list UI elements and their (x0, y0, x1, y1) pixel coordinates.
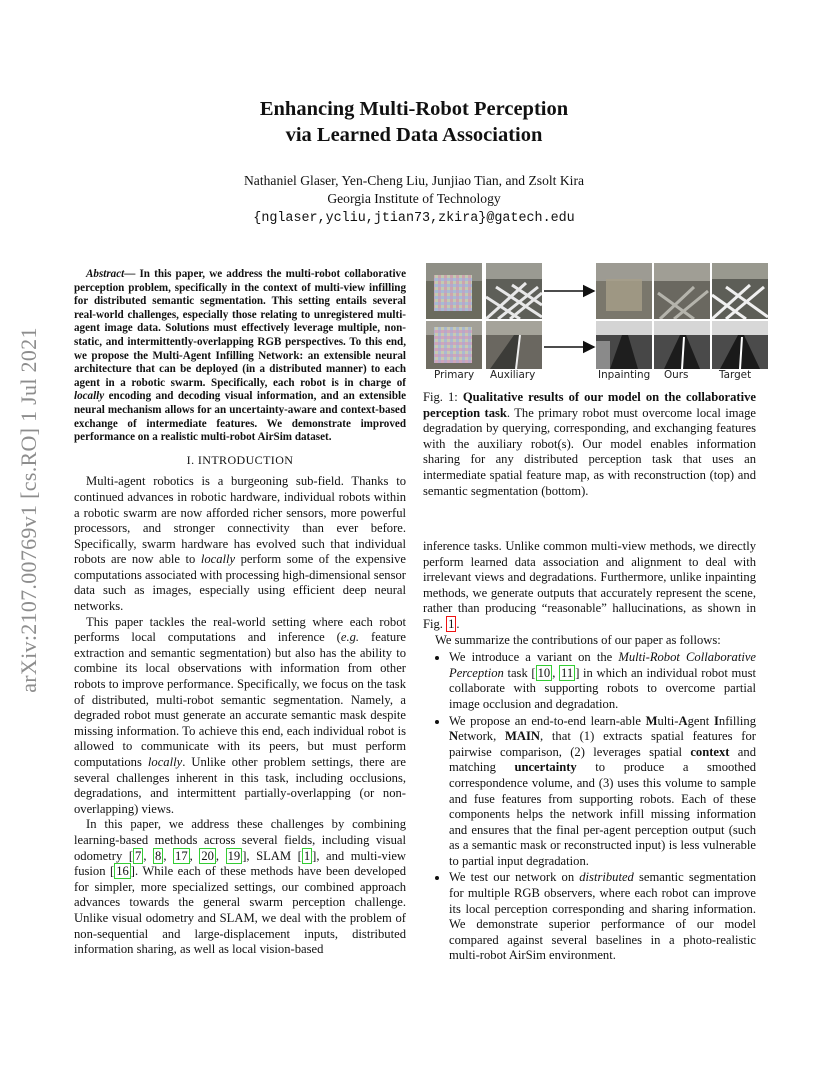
citation-link[interactable]: 19 (227, 848, 241, 863)
intro-p2-text-c: . Unlike other problem settings, there are several challenges inherent in this task, including occlusions, degradations, and intermittent partially-overlapping (or non-overlapping) views. (74, 755, 406, 816)
intro-p3-text-b: , SLAM (246, 848, 298, 863)
b3-em: distributed (579, 870, 634, 885)
citation-link[interactable]: 10 (537, 665, 551, 680)
citation-link[interactable]: 11 (561, 665, 574, 680)
b3-text-b: semantic segmentation for multiple RGB observers, where each robot can improve its local perception corresponding and sharing information. We demonstrate superior performance of our model compared against several baselines in a photo-realistic multi-robot AirSim environment. (449, 870, 756, 963)
figure-caption (423, 390, 756, 499)
b1-text-a: We introduce a variant on the (449, 650, 619, 665)
abstract-text-1: In this paper, we address the multi-robot collaborative perception problem, specifically in the context of multi-view infilling for distributed semantic segmentation. This setting entails several real-world challenges, especially those relating to unregistered multi-agent image data. Solutions must effectively leverage multiple, non-static, and intermittently-overlapping RGB perspectives. To this end, we propose the Multi-Agent Infilling Network: an extensible neural architecture that can be deployed (in a distributed manner) to each agent in a robotic swarm. Specifically, each robot is in charge of (74, 268, 406, 389)
intro-p2-text-b: feature extraction and semantic segmentation) but also has the ability to combine its local observations with information from other robots to improve performance. Specifically, we focus on the task of distributed, multi-robot semantic segmentation. Namely, a degraded robot must generate an accurate semantic mask despite missing information. To achieve this end, each individual robot is allowed to communicate with its peers, but must perform computations (74, 630, 406, 769)
figure-arrows (542, 271, 598, 361)
caption-prefix: Fig. 1: (423, 390, 463, 404)
citation-link[interactable]: 16 (116, 864, 129, 879)
list-item (449, 714, 756, 870)
b2-bold-a: A (678, 713, 688, 728)
b2-text-d: nfilling (718, 713, 756, 728)
b2-bold-n: N (449, 729, 459, 744)
b2-text-c: gent (687, 713, 714, 728)
b2-text-g: and matching (449, 744, 756, 775)
contributions-intro: We summarize the contributions of our paper as follows: (435, 632, 721, 647)
figure-image-auxiliary (486, 263, 542, 319)
caption-text: . The primary robot must overcome local image degradation by querying, corresponding, and exchanging features with the auxiliary robot(s). Our model enables information sharing for any distributed perception task that uses an intermediate spatial feature map, as with reconstruction (top) and semantic segmentation (bottom). (423, 405, 756, 498)
abstract-label: Abstract (86, 268, 125, 280)
figure-label-ours: Ours (664, 369, 689, 381)
figure-1 (424, 261, 776, 385)
intro-p3-text-c: , and multi-view fusion (74, 848, 407, 879)
b1-em: Multi-Robot Collaborative Perception (449, 650, 756, 680)
abstract (74, 268, 406, 445)
author-names: Nathaniel Glaser, Yen-Cheng Liu, Junjiao Tian, and Zsolt Kira (243, 173, 584, 188)
title-line-2: via Learned Data Association (285, 124, 543, 146)
intro-paragraph-3: In this paper, we address these challenges by combining learning-based methods across several fields, including visual odometry [ 7 , 8 , 17 , 20 , 19 ], SLAM [ 1 ], and multi-view fusion [ 16 ]. While each of these methods have been developed for simpler, more specialized settings, our combined approach advances towards the general swarm perception challenge. Unlike visual odometry and SLAM, we deal with the problem of non-sequential and large-displacement inputs, distributed information sharing, as well as local vision-based (74, 817, 407, 957)
paper-title (0, 96, 828, 148)
right-p1-text-a: inference tasks. Unlike common multi-view methods, we directly perform learned data association and alignment to deal with irrelevant views and degradations. Furthermore, unlike inpainting methods, we generate outputs that accurately represent the scene, rather than producing “reasonable” hallucinations, as shown in Fig. (423, 539, 756, 631)
citation-link[interactable]: 1 (303, 848, 311, 863)
affiliation: Georgia Institute of Technology (327, 191, 501, 206)
abstract-italic: locally (74, 390, 105, 403)
author-block (0, 172, 828, 228)
figure-label-auxiliary: Auxiliary (490, 369, 536, 381)
intro-p3-text-d: . While each of these methods have been developed for simpler, more specialized settings, our combined approach advances towards the general swarm perception challenge. Unlike visual odometry and SLAM, we deal with the problem of non-sequential and large-displacement inputs, distributed information sharing, as well as local vision-based (74, 864, 406, 957)
figure-image-ours (654, 263, 710, 319)
figure-image-auxiliary-seg (486, 321, 542, 369)
intro-paragraph-1 (74, 474, 406, 614)
list-item (449, 870, 756, 964)
intro-p1-text-a: Multi-agent robotics is a burgeoning sub-field. Thanks to continued advances in robotic hardware, individual robots within a robotic swarm are now afforded richer sensors, more powerful processors, and stronger connectivity than ever before. Specifically, swarm hardware has evolved such that individual robots are now able to (74, 474, 406, 567)
intro-p2-em-2: locally (147, 755, 183, 769)
right-paragraph-1 (423, 539, 756, 633)
figure-label-inpainting: Inpainting (598, 369, 651, 381)
figure-image-primary-degraded (426, 263, 482, 319)
b2-text-a: We propose an end-to-end learn-able (449, 713, 646, 728)
figure-image-inpainting-seg (596, 321, 652, 369)
right-column (423, 539, 756, 965)
citation-link[interactable]: 17 (175, 848, 188, 863)
left-column (74, 268, 406, 958)
contributions-list (423, 650, 756, 964)
intro-paragraph-2 (74, 615, 406, 818)
figure-label-primary: Primary (434, 369, 475, 381)
citation-link[interactable]: 20 (201, 848, 214, 863)
b2-bold-m: M (645, 713, 658, 728)
b2-bold-context: context (690, 744, 730, 759)
list-item: • We introduce a variant on the Multi-Robot Collaborative Perception task [ 10 , 11 ] in which an individual robot must collaborate with supporting robots to overcome partial image occlusion and degradation. (449, 650, 756, 712)
figure-ref-link[interactable]: 1 (448, 616, 455, 631)
figure-image-ours-seg (654, 321, 710, 369)
section-heading: I. INTRODUCTION (186, 452, 294, 467)
b2-bold-i: I (714, 713, 719, 728)
citation-link[interactable]: 7 (135, 848, 142, 863)
abstract-dash: — (124, 268, 140, 280)
abstract-text-2: encoding and decoding visual information, and an extensible neural mechanism allows for an uncertainty-aware and context-based exchange of intermediate features. We demonstrate improved performance on a realistic multi-robot AirSim dataset. (74, 390, 406, 444)
figure-image-inpainting (596, 263, 652, 319)
b1-text-b: task (503, 665, 532, 680)
b1-text-c: in which an individual robot must collaborate with supporting robots to overcome partial image occlusion and degradation. (449, 665, 757, 711)
b3-text-a: We test our network on (449, 870, 580, 885)
intro-p1-em: locally (200, 552, 236, 567)
citation-link[interactable]: 8 (155, 848, 162, 863)
figure-label-target: Target (719, 369, 752, 381)
intro-p3-text-a: In this paper, we address these challenges by combining learning-based methods across several fields, including visual odometry (74, 817, 406, 863)
intro-p2-em-1: e.g. (340, 630, 360, 645)
email: {nglaser,ycliu,jtian73,zkira}@gatech.edu (253, 211, 575, 226)
caption-bold: Qualitative results of our model on the collaborative perception task (423, 390, 756, 420)
intro-p2-text-a: This paper tackles the real-world setting where each robot performs local computations and inference ( (74, 614, 406, 645)
arxiv-sidebar (14, 300, 44, 720)
right-p1-text-b: . (456, 616, 460, 631)
arxiv-id: arXiv:2107.00769v1 [cs.RO] 1 Jul 2021 (16, 327, 41, 693)
intro-p1-text-b: perform some of the expensive computations associated with processing high-dimensional sensor data such as images, especially using efficient deep neural networks. (74, 552, 406, 614)
b2-text-h: to produce a smoothed correspondence volume, and (3) uses this volume to sample and fuse features from supporting robots. Each of these components helps the network infill missing information and ensures that the final per-agent perception output (such as a semantic mask or reconstructed input) is less vulnerable to partial input degradation. (449, 760, 756, 868)
b2-bold-uncertainty: uncertainty (514, 760, 577, 775)
b2-text-f: , that (1) extracts spatial features for pairwise comparison, (2) leverages spatial (449, 729, 756, 759)
b2-text-b: ulti- (657, 713, 679, 728)
b2-bold-main: MAIN (505, 729, 540, 744)
title-line-1: Enhancing Multi-Robot Perception (259, 98, 569, 120)
figure-image-target (712, 263, 768, 319)
b2-text-e: etwork, (458, 729, 506, 744)
figure-image-target-seg (712, 321, 768, 369)
